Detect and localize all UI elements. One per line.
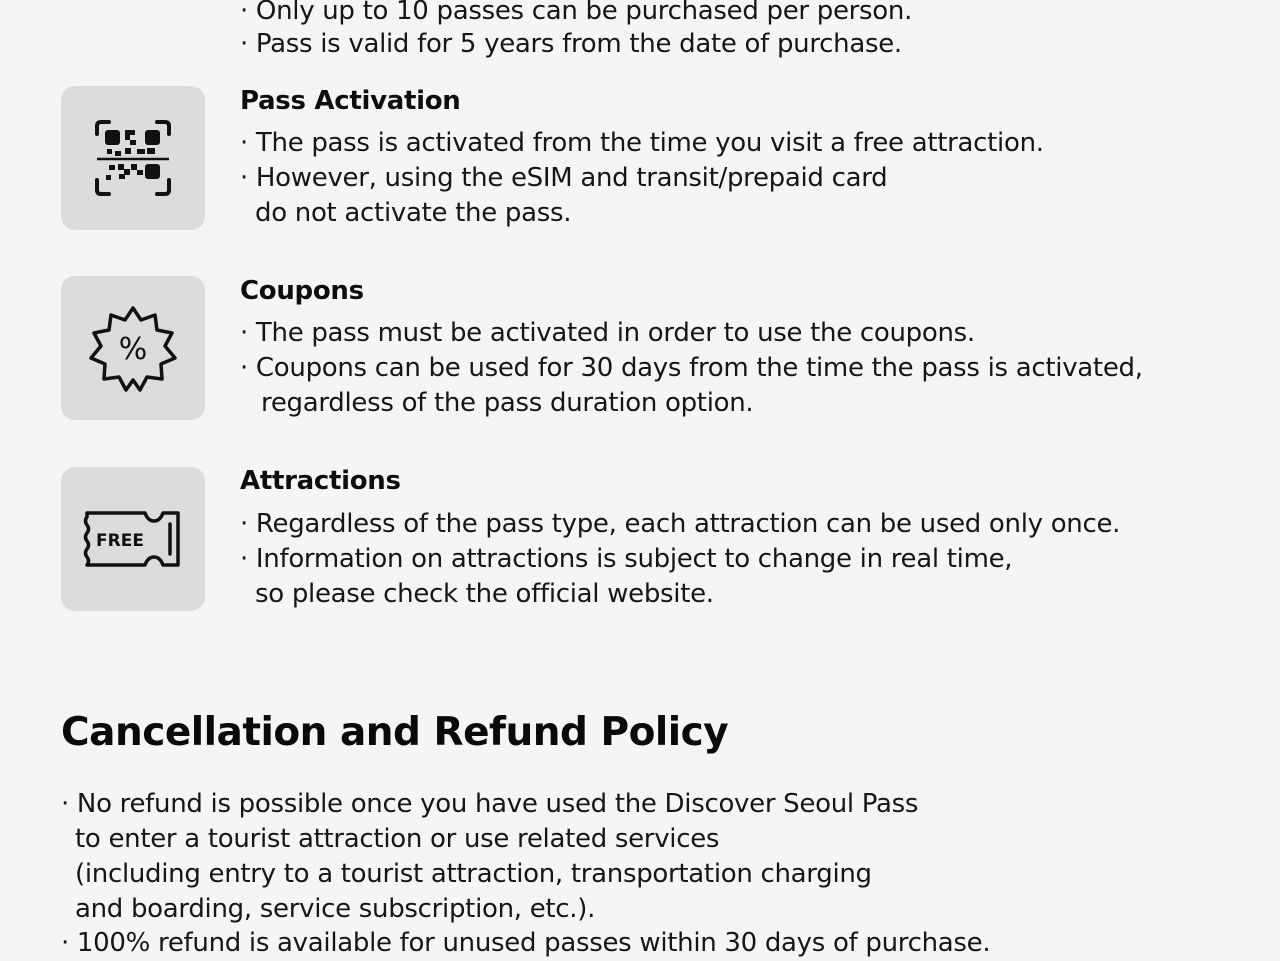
- intro-line-validity: · Pass is valid for 5 years from the date of purchase.: [240, 29, 902, 59]
- coupons-icon-box: [61, 276, 205, 420]
- refund-policy-heading: Cancellation and Refund Policy: [61, 710, 729, 755]
- pass-activation-icon-box: [61, 86, 205, 230]
- attractions-line-3: so please check the official website.: [255, 579, 714, 609]
- discount-badge-icon: [88, 303, 178, 393]
- pass-activation-line-3: do not activate the pass.: [255, 198, 572, 228]
- coupons-line-1: · The pass must be activated in order to use the coupons.: [240, 318, 975, 348]
- refund-line-3: (including entry to a tourist attraction, transportation charging: [75, 859, 872, 889]
- free-ticket-icon: [83, 509, 183, 569]
- refund-line-1: · No refund is possible once you have used the Discover Seoul Pass: [61, 789, 919, 819]
- attractions-icon-box: [61, 467, 205, 611]
- refund-line-2: to enter a tourist attraction or use related services: [75, 824, 720, 854]
- attractions-title: Attractions: [240, 466, 401, 496]
- pass-activation-line-2: · However, using the eSIM and transit/prepaid card: [240, 163, 888, 193]
- svg-text:%: %: [118, 332, 148, 367]
- coupons-title: Coupons: [240, 276, 364, 306]
- free-ticket-label: FREE: [96, 531, 144, 551]
- pass-activation-line-1: · The pass is activated from the time you visit a free attraction.: [240, 128, 1044, 158]
- pass-activation-title: Pass Activation: [240, 86, 461, 116]
- attractions-line-1: · Regardless of the pass type, each attraction can be used only once.: [240, 509, 1121, 539]
- refund-line-4: and boarding, service subscription, etc.).: [75, 894, 596, 924]
- coupons-line-3: regardless of the pass duration option.: [261, 388, 754, 418]
- attractions-line-2: · Information on attractions is subject to change in real time,: [240, 544, 1013, 574]
- coupons-line-2: · Coupons can be used for 30 days from the time the pass is activated,: [240, 353, 1143, 383]
- refund-line-5: · 100% refund is available for unused passes within 30 days of purchase.: [61, 928, 991, 958]
- intro-line-purchase-limit: · Only up to 10 passes can be purchased per person.: [240, 0, 913, 26]
- qr-code-scan-icon: [93, 118, 173, 198]
